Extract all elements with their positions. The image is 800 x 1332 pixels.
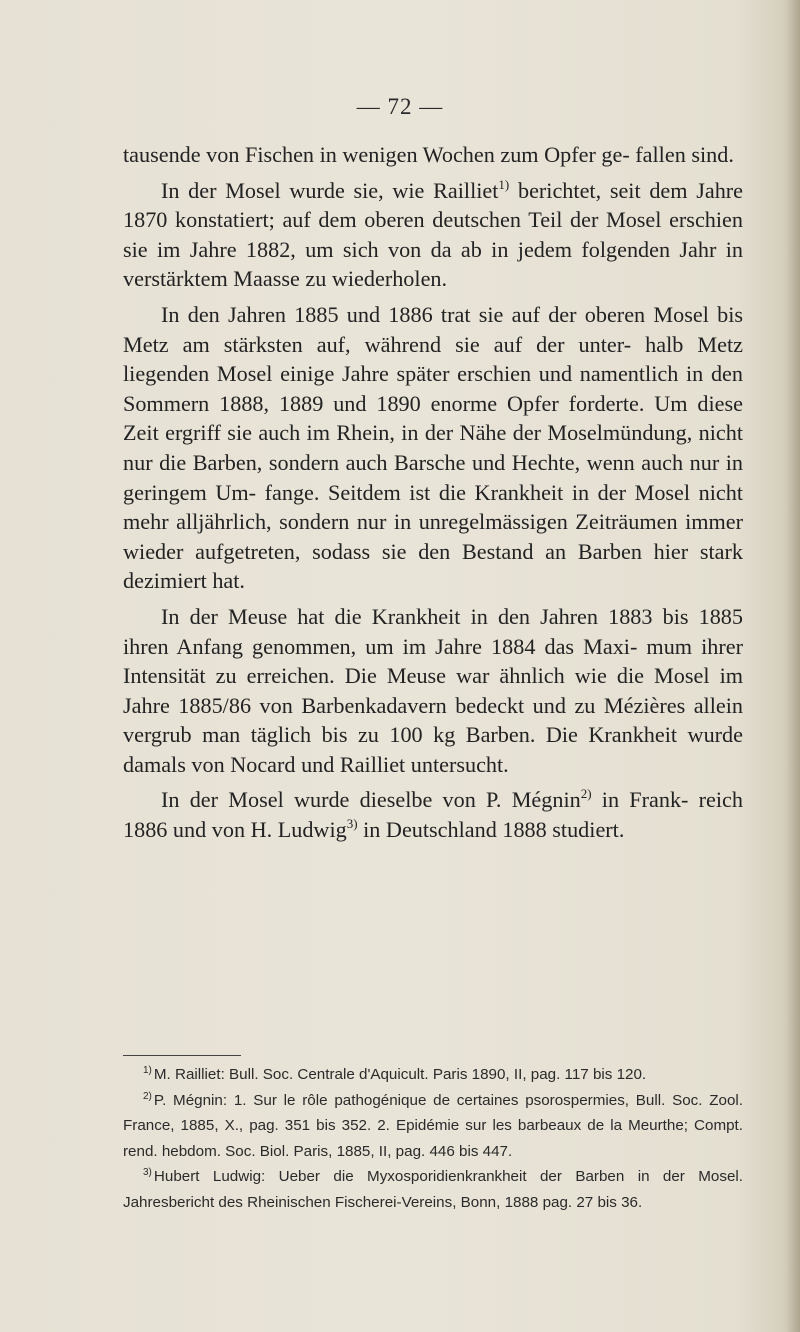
- footnote-reference: 1): [498, 176, 510, 192]
- paragraph-text: berichtet, seit dem Jahre 1870 konstatiert; auf dem oberen deutschen Teil der Mosel erschien sie im Jahre 1882, um sich von da ab in jedem folgenden Jahr in verstärktem Maasse zu wiederholen.: [123, 177, 744, 292]
- body-text: [123, 140, 743, 845]
- paragraph-text: tausende von Fischen in wenigen Wochen zum Opfer ge- fallen sind.: [123, 142, 734, 167]
- footnote-mark: 2): [143, 1090, 152, 1102]
- footnote: [123, 1062, 743, 1088]
- footnote-mark: 1): [143, 1065, 152, 1076]
- footnote-text: Hubert Ludwig: Ueber die Myxosporidienkrankheit der Barben in der Mosel. Jahresbericht des Rheinischen Fischerei-Vereins, Bonn, 1888 pag. 27 bis 36.: [123, 1168, 743, 1211]
- footnote-reference: 3): [346, 816, 358, 832]
- paragraph-text: In der Meuse hat die Krankheit in den Jahren 1883 bis 1885 ihren Anfang genommen, um im Jahre 1884 das Maxi- mum ihrer Intensität zu erreichen. Die Meuse war ähnlich wie die Mosel im Jahre 1885/86 von Barbenkadavern bedeckt und zu Mézières allein vergrub man täglich bis zu 100 kg Barben. Die Krankheit wurde damals von Nocard und Railliet untersucht.: [123, 603, 743, 777]
- footnote-reference: 2): [580, 786, 592, 802]
- footnote-separator: [123, 1055, 241, 1056]
- paragraph-text: in Frank- reich 1886 und von H. Ludwig: [123, 787, 743, 843]
- paragraph-text: In der Mosel wurde sie, wie Railliet: [161, 177, 499, 203]
- paragraph-text: In den Jahren 1885 und 1886 trat sie auf der oberen Mosel bis Metz am stärksten auf, während sie auf der unter- halb Metz liegenden Mosel einige Jahre später erschien und namentlich in den Sommern 1888, 1889 und 1890 enorme Opfer forderte. Um diese Zeit ergriff sie auch im Rhein, in der Nähe der Moselmündung, nicht nur die Barben, sondern auch Barsche und Hechte, wenn auch nur in geringem Um- fange. Seitdem ist die Krankheit in der Mosel nicht mehr alljährlich, sondern nur in unregelmässigen Zeiträumen immer wieder aufgetreten, sodass sie den Bestand an Barben hier stark dezimiert hat.: [123, 301, 743, 594]
- paragraph: [123, 300, 743, 596]
- footnote-text: P. Mégnin: 1. Sur le rôle pathogénique de certaines psorospermies, Bull. Soc. Zool. France, 1885, X., pag. 351 bis 352. 2. Epidémie sur les barbeaux de la Meurthe; Compt. rend. hebdom. Soc. Biol. Paris, 1885, II, pag. 446 bis 447.: [123, 1091, 743, 1160]
- footnote: [123, 1088, 743, 1165]
- paragraph: [123, 176, 743, 294]
- paragraph-text: in Deutschland 1888 studiert.: [363, 817, 625, 843]
- paragraph: [123, 602, 743, 780]
- paragraph: [123, 140, 743, 170]
- paragraph: [123, 785, 743, 844]
- paragraph-text: In der Mosel wurde dieselbe von P. Mégnin: [161, 787, 581, 813]
- footnotes: [123, 1062, 743, 1216]
- page-edge-shadow: [786, 0, 800, 1332]
- footnote-mark: 3): [143, 1167, 152, 1179]
- page-number: — 72 —: [356, 94, 444, 119]
- footnote-text: M. Railliet: Bull. Soc. Centrale d'Aquicult. Paris 1890, II, pag. 117 bis 120.: [153, 1066, 647, 1083]
- footnote: [123, 1164, 743, 1215]
